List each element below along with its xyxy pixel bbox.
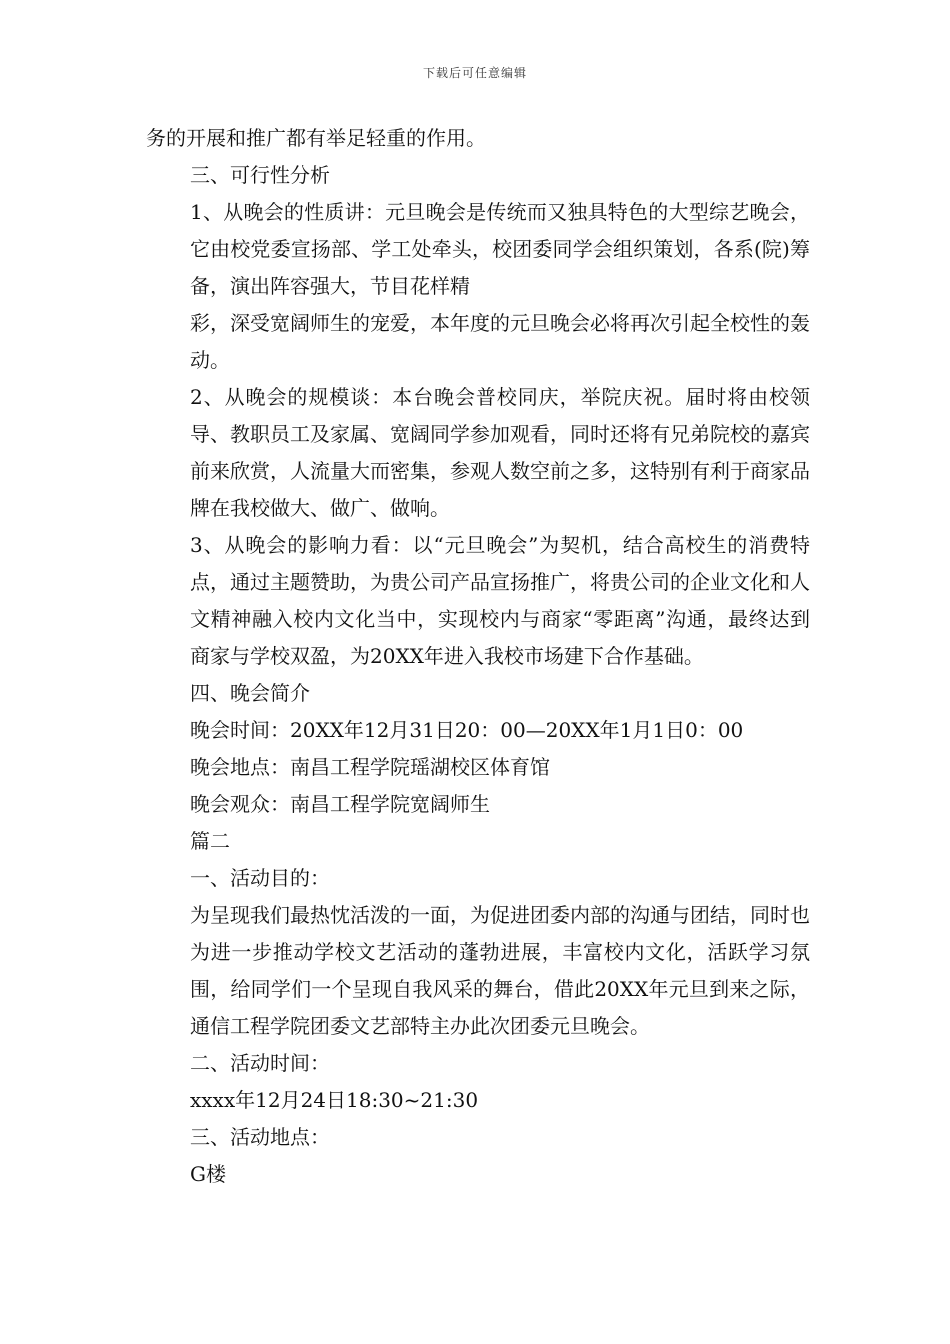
paragraph: 3、从晚会的影响力看：以“元旦晚会”为契机，结合高校生的消费特点，通过主题赞助，为贵公司产品宣扬推广，将贵公司的企业文化和人文精神融入校内文化当中，实现校内与商家“零距离”沟通，最终达到商家与学校双盈，为20XX年进入我校市场建下合作基础。 bbox=[190, 533, 810, 668]
event-time: 晚会时间：20XX年12月31日20：00—20XX年1月1日0：00 bbox=[190, 718, 744, 742]
document-body bbox=[146, 120, 810, 1193]
paragraph: 彩，深受宽阔师生的宠爱，本年度的元旦晚会必将再次引起全校性的轰动。 bbox=[190, 311, 810, 372]
paragraph: 务的开展和推广都有举足轻重的作用。 bbox=[146, 126, 486, 150]
section-heading: 三、活动地点： bbox=[190, 1125, 330, 1149]
section-heading: 三、可行性分析 bbox=[190, 163, 330, 187]
activity-location: G楼 bbox=[190, 1162, 226, 1186]
section-heading: 篇二 bbox=[190, 829, 230, 853]
paragraph: 1、从晚会的性质讲：元旦晚会是传统而又独具特色的大型综艺晚会，它由校党委宣扬部、学工处牵头，校团委同学会组织策划，各系(院)筹备，演出阵容强大，节目花样精 bbox=[190, 200, 810, 298]
activity-time: xxxx年12月24日18:30~21:30 bbox=[190, 1088, 479, 1112]
section-heading: 二、活动时间： bbox=[190, 1051, 330, 1075]
paragraph: 2、从晚会的规模谈：本台晚会普校同庆，举院庆祝。届时将由校领导、教职员工及家属、宽阔同学参加观看，同时还将有兄弟院校的嘉宾前来欣赏，人流量大而密集，参观人数空前之多，这特别有利于商家品牌在我校做大、做广、做响。 bbox=[190, 385, 810, 520]
section-heading: 四、晚会简介 bbox=[190, 681, 310, 705]
event-audience: 晚会观众：南昌工程学院宽阔师生 bbox=[190, 792, 490, 816]
section-heading: 一、活动目的： bbox=[190, 866, 330, 890]
event-location: 晚会地点：南昌工程学院瑶湖校区体育馆 bbox=[190, 755, 550, 779]
paragraph: 为呈现我们最热忱活泼的一面，为促进团委内部的沟通与团结，同时也为进一步推动学校文艺活动的蓬勃进展，丰富校内文化，活跃学习氛围，给同学们一个呈现自我风采的舞台，借此20XX年元旦到来之际，通信工程学院团委文艺部特主办此次团委元旦晚会。 bbox=[190, 903, 810, 1038]
page-header: 下载后可任意编辑 bbox=[422, 66, 527, 80]
